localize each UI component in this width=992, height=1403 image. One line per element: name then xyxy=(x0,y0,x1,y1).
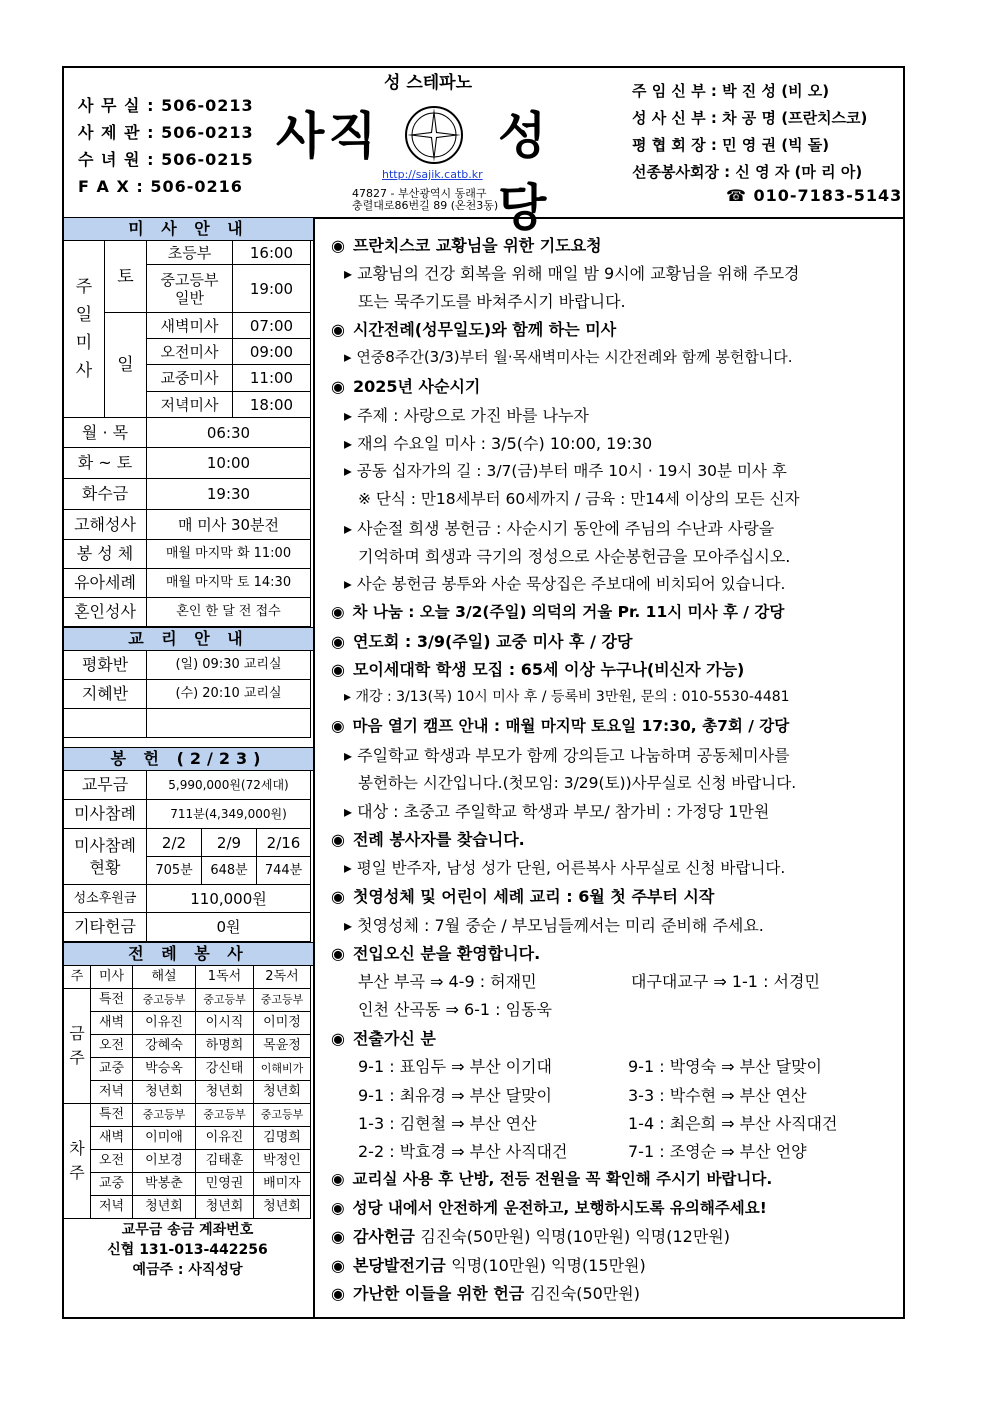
sacrament-label: 혼인성사 xyxy=(64,598,147,627)
parish-url-link[interactable]: http://sajik.catb.kr xyxy=(382,168,483,181)
arrow-icon: ▸ xyxy=(344,348,352,366)
arrow-icon: ▸ xyxy=(344,434,353,453)
weekday-label: 월 · 목 xyxy=(64,418,147,448)
transfer-out-item: 9-1 : 박영숙 ⇒ 부산 달맞이 xyxy=(628,1057,823,1076)
transfer-out-item: 1-4 : 최은희 ⇒ 부산 사직대건 xyxy=(628,1114,838,1133)
notice-item: 봉헌하는 시간입니다.(첫모임: 3/29(토))사무실로 신청 바랍니다. xyxy=(358,774,797,792)
notice-title: ◉ 성당 내에서 안전하게 운전하고, 보행하시도록 유의해주세요! xyxy=(331,1199,767,1217)
contact-office: 사 무 실 : 506-0213 xyxy=(78,96,254,115)
offering-section-title: 봉 헌 (2/23) xyxy=(64,747,313,771)
liturgy-server-name: 이보경 xyxy=(133,1150,196,1173)
notice-title: ◉ 감사헌금 김진숙(50만원) 익명(10만원) 익명(12만원) xyxy=(331,1227,731,1246)
offering-value: 0원 xyxy=(147,913,311,942)
weekday-time: 10:00 xyxy=(147,448,311,479)
attendance-count: 744분 xyxy=(257,857,311,885)
sacrament-info: 매월 마지막 화 11:00 xyxy=(147,540,311,569)
bullet-icon: ◉ xyxy=(331,660,345,679)
mass-name: 오전미사 xyxy=(147,339,233,365)
account-holder: 예금주 : 사직성당 xyxy=(132,1262,243,1278)
liturgy-server-name: 청년회 xyxy=(133,1081,196,1104)
arrow-icon: ▸ xyxy=(344,264,353,283)
liturgy-server-name: 이미애 xyxy=(133,1127,196,1150)
parish-address: 47827 - 부산광역시 동래구 충렬대로86번길 89 (온천3동) xyxy=(352,187,499,212)
liturgy-server-name: 중고등부 xyxy=(254,1104,311,1127)
sunday-mass-label: 주 일 미 사 xyxy=(64,241,105,418)
bulletin-page xyxy=(62,66,905,1319)
liturgy-server-name: 박승옥 xyxy=(133,1058,196,1081)
notice-title: ◉ 시간전례(성무일도)와 함께 하는 미사 xyxy=(331,320,617,339)
liturgy-server-name: 이해비가 xyxy=(254,1058,311,1081)
transfer-out-item: 3-3 : 박수현 ⇒ 부산 연산 xyxy=(628,1086,807,1105)
liturgy-mass-name: 새벽 xyxy=(91,1127,133,1150)
attendance-date: 2/16 xyxy=(257,829,311,857)
liturgy-header-cell: 1독서 xyxy=(196,966,254,989)
liturgy-server-name: 박봉춘 xyxy=(133,1173,196,1196)
title-left: 사직 xyxy=(276,107,381,165)
liturgy-server-name: 중고등부 xyxy=(196,1104,254,1127)
liturgy-week-label: 금 주 xyxy=(64,989,91,1104)
notice-item: 또는 묵주기도를 바쳐주시기 바랍니다. xyxy=(358,292,626,311)
transfer-in-item: 대구대교구 ⇒ 1-1 : 서경민 xyxy=(631,972,820,991)
liturgy-header-cell: 2독서 xyxy=(254,966,311,989)
notice-title: ◉ 교리실 사용 후 난방, 전등 전원을 꼭 확인해 주시기 바랍니다. xyxy=(331,1170,773,1188)
bullet-icon: ◉ xyxy=(331,830,345,849)
liturgy-mass-name: 특전 xyxy=(91,989,133,1012)
liturgy-header-cell: 해설 xyxy=(133,966,196,989)
liturgy-server-name: 강혜숙 xyxy=(133,1035,196,1058)
sacrament-info: 혼인 한 달 전 접수 xyxy=(147,598,311,627)
notice-item: ▸ 대상 : 초중고 주일학교 학생과 부모/ 참가비 : 가정당 1만원 xyxy=(344,802,770,821)
left-column xyxy=(64,217,315,1319)
liturgy-server-name: 이미정 xyxy=(254,1012,311,1035)
weekday-label: 화수금 xyxy=(64,479,147,510)
doctrine-class-info: (일) 09:30 교리실 xyxy=(147,651,311,680)
liturgy-mass-name: 저녁 xyxy=(91,1196,133,1219)
sacrament-label: 유아세례 xyxy=(64,569,147,598)
cross-emblem-icon xyxy=(401,102,467,168)
bullet-icon: ◉ xyxy=(331,717,345,735)
arrow-icon: ▸ xyxy=(344,519,353,538)
notice-title: ◉ 첫영성체 및 어린이 세례 교리 : 6월 첫 주부터 시작 xyxy=(331,887,715,906)
contact-convent: 수 녀 원 : 506-0215 xyxy=(78,150,254,169)
liturgy-server-name: 목윤정 xyxy=(254,1035,311,1058)
doctrine-class-info: (수) 20:10 교리실 xyxy=(147,680,311,709)
mass-section-title: 미 사 안 내 xyxy=(64,217,313,241)
doctrine-class-name: 평화반 xyxy=(64,651,147,680)
liturgy-server-name: 김태훈 xyxy=(196,1150,254,1173)
sacrament-info: 매월 마지막 토 14:30 xyxy=(147,569,311,598)
liturgy-server-name: 강신태 xyxy=(196,1058,254,1081)
arrow-icon: ▸ xyxy=(344,802,353,821)
notice-item: ▸ 공동 십자가의 길 : 3/7(금)부터 매주 10시 · 19시 30분 미사 후 xyxy=(344,462,787,480)
staff-list xyxy=(632,78,867,186)
mass-time: 19:00 xyxy=(233,265,311,313)
transfer-out-item: 1-3 : 김현철 ⇒ 부산 연산 xyxy=(358,1114,537,1133)
notice-title: ◉ 전례 봉사자를 찾습니다. xyxy=(331,830,525,849)
liturgy-section-title: 전 례 봉 사 xyxy=(64,942,313,966)
staff-pastor: 주 임 신 부 : 박 진 성 (비 오) xyxy=(632,82,830,100)
liturgy-server-name: 청년회 xyxy=(133,1196,196,1219)
arrow-icon: ▸ xyxy=(344,746,353,765)
notice-title: ◉ 2025년 사순시기 xyxy=(331,377,481,396)
bullet-icon: ◉ xyxy=(331,236,345,255)
staff-funeral: 선종봉사회장 : 신 영 자 (마 리 아) xyxy=(632,163,863,181)
sacrament-label: 봉 성 체 xyxy=(64,540,147,569)
account-number: 신협 131-013-442256 xyxy=(107,1242,268,1258)
mass-time: 16:00 xyxy=(233,241,311,265)
arrow-icon: ▸ xyxy=(344,689,352,705)
arrow-icon: ▸ xyxy=(344,406,353,425)
notice-title: ◉ 차 나눔 : 오늘 3/2(주일) 의덕의 거울 Pr. 11시 미사 후 / 강당 xyxy=(331,603,785,621)
weekday-time: 06:30 xyxy=(147,418,311,448)
notice-title: ◉ 프란치스코 교황님을 위한 기도요청 xyxy=(331,236,602,255)
notice-item: ▸ 연중8주간(3/3)부터 월·목새벽미사는 시간전례와 함께 봉헌합니다. xyxy=(344,348,793,366)
offering-label: 기타헌금 xyxy=(64,913,147,942)
liturgy-server-name: 청년회 xyxy=(254,1081,311,1104)
transfer-in-item: 부산 부곡 ⇒ 4-9 : 허재민 xyxy=(358,972,537,991)
bullet-icon: ◉ xyxy=(331,632,345,651)
notice-title: ◉ 전출가신 분 xyxy=(331,1029,436,1048)
offering-value: 110,000원 xyxy=(147,885,311,913)
liturgy-server-name: 이유진 xyxy=(196,1127,254,1150)
offering-label: 교무금 xyxy=(64,771,147,800)
notice-title: ◉ 가난한 이들을 위한 헌금 김진숙(50만원) xyxy=(331,1284,640,1303)
bullet-icon: ◉ xyxy=(331,1170,345,1188)
mass-name: 새벽미사 xyxy=(147,313,233,339)
transfer-out-item: 2-2 : 박효경 ⇒ 부산 사직대건 xyxy=(358,1142,568,1161)
offering-value: 711분(4,349,000원) xyxy=(147,800,311,829)
liturgy-server-name: 청년회 xyxy=(196,1081,254,1104)
mass-time: 11:00 xyxy=(233,365,311,392)
bullet-icon: ◉ xyxy=(331,1199,345,1217)
notice-title: ◉ 연도회 : 3/9(주일) 교중 미사 후 / 강당 xyxy=(331,632,633,651)
liturgy-server-name: 중고등부 xyxy=(133,989,196,1012)
staff-council: 평 협 회 장 : 민 영 권 (빅 돌) xyxy=(632,136,830,154)
notice-title: ◉ 전입오신 분을 환영합니다. xyxy=(331,944,541,963)
liturgy-server-name: 청년회 xyxy=(254,1196,311,1219)
liturgy-week-label: 차 주 xyxy=(64,1104,91,1219)
liturgy-server-name: 박정인 xyxy=(254,1150,311,1173)
mass-name: 교중미사 xyxy=(147,365,233,392)
doctrine-section-title: 교 리 안 내 xyxy=(64,627,313,651)
notice-title: ◉ 모이세대학 학생 모집 : 65세 이상 누구나(비신자 가능) xyxy=(331,660,745,679)
liturgy-header-cell: 주 xyxy=(64,966,91,989)
liturgy-server-name: 하명희 xyxy=(196,1035,254,1058)
bullet-icon: ◉ xyxy=(331,1256,345,1275)
sacrament-label: 고해성사 xyxy=(64,510,147,540)
offering-label: 성소후원금 xyxy=(64,885,147,913)
attendance-count: 705분 xyxy=(147,857,202,885)
notice-item: ▸ 사순 봉헌금 봉투와 사순 묵상집은 주보대에 비치되어 있습니다. xyxy=(344,575,786,593)
liturgy-mass-name: 오전 xyxy=(91,1150,133,1173)
liturgy-server-name: 김명희 xyxy=(254,1127,311,1150)
bullet-icon: ◉ xyxy=(331,944,345,963)
liturgy-server-name: 이유진 xyxy=(133,1012,196,1035)
weekday-label: 화 ~ 토 xyxy=(64,448,147,479)
mass-time: 07:00 xyxy=(233,313,311,339)
notice-item: ※ 단식 : 만18세부터 60세까지 / 금육 : 만14세 이상의 모든 신자 xyxy=(358,490,800,508)
arrow-icon: ▸ xyxy=(344,575,352,593)
liturgy-mass-name: 교중 xyxy=(91,1058,133,1081)
liturgy-server-name: 중고등부 xyxy=(196,989,254,1012)
notice-title: ◉ 마음 열기 캠프 안내 : 매월 마지막 토요일 17:30, 총7회 / 강당 xyxy=(331,717,790,735)
notice-item: ▸ 주일학교 학생과 부모가 함께 강의듣고 나눔하며 공동체미사를 xyxy=(344,746,790,765)
liturgy-mass-name: 특전 xyxy=(91,1104,133,1127)
offering-value: 5,990,000원(72세대) xyxy=(147,771,311,800)
notice-item: 기억하며 희생과 극기의 정성으로 사순봉헌금을 모아주십시오. xyxy=(358,547,791,566)
notice-item: ▸ 사순절 희생 봉헌금 : 사순시기 동안에 주님의 수난과 사랑을 xyxy=(344,519,775,538)
bullet-icon: ◉ xyxy=(331,603,345,621)
notice-item: ▸ 주제 : 사랑으로 가진 바를 나누자 xyxy=(344,406,589,425)
doctrine-class-info xyxy=(147,709,311,738)
bullet-icon: ◉ xyxy=(331,320,345,339)
liturgy-mass-name: 새벽 xyxy=(91,1012,133,1035)
notice-item: ▸ 평일 반주자, 남성 성가 단원, 어른복사 사무실로 신청 바랍니다. xyxy=(344,859,786,877)
attendance-label: 미사참례 현황 xyxy=(64,829,147,885)
notice-item: ▸ 첫영성체 : 7월 중순 / 부모님들께서는 미리 준비해 주세요. xyxy=(344,916,764,935)
notice-item: ▸ 교황님의 건강 회복을 위해 매일 밤 9시에 교황님을 위해 주모경 xyxy=(344,264,800,283)
parish-subtitle: 성 스테파노 xyxy=(384,73,473,93)
mass-time: 09:00 xyxy=(233,339,311,365)
attendance-count: 648분 xyxy=(202,857,257,885)
bullet-icon: ◉ xyxy=(331,1284,345,1303)
arrow-icon: ▸ xyxy=(344,462,352,480)
bullet-icon: ◉ xyxy=(331,1227,345,1246)
bullet-icon: ◉ xyxy=(331,1029,345,1048)
transfer-out-item: 7-1 : 조영순 ⇒ 부산 언양 xyxy=(628,1142,807,1161)
title-right: 성당 xyxy=(498,107,551,237)
attendance-date: 2/2 xyxy=(147,829,202,857)
sunday-label: 일 xyxy=(105,313,147,418)
liturgy-server-name: 중고등부 xyxy=(133,1104,196,1127)
notice-item: ▸ 재의 수요일 미사 : 3/5(수) 10:00, 19:30 xyxy=(344,434,653,453)
liturgy-mass-name: 오전 xyxy=(91,1035,133,1058)
contact-list xyxy=(78,92,254,200)
liturgy-server-name: 민영권 xyxy=(196,1173,254,1196)
doctrine-class-name xyxy=(64,709,147,738)
weekday-time: 19:30 xyxy=(147,479,311,510)
mass-name: 중고등부 일반 xyxy=(147,265,233,313)
mass-name: 초등부 xyxy=(147,241,233,265)
liturgy-server-name: 이시직 xyxy=(196,1012,254,1035)
transfer-out-item: 9-1 : 표임두 ⇒ 부산 이기대 xyxy=(358,1057,553,1076)
doctrine-class-name: 지혜반 xyxy=(64,680,147,709)
contact-rectory: 사 제 관 : 506-0213 xyxy=(78,123,254,142)
liturgy-server-name: 청년회 xyxy=(196,1196,254,1219)
notice-title: ◉ 본당발전기금 익명(10만원) 익명(15만원) xyxy=(331,1256,646,1275)
liturgy-header-cell: 미사 xyxy=(91,966,133,989)
mass-name: 저녁미사 xyxy=(147,392,233,418)
attendance-date: 2/9 xyxy=(202,829,257,857)
phone-number: ☎ 010-7183-5143 xyxy=(726,186,903,205)
liturgy-server-name: 중고등부 xyxy=(254,989,311,1012)
liturgy-mass-name: 교중 xyxy=(91,1173,133,1196)
sacrament-info: 매 미사 30분전 xyxy=(147,510,311,540)
arrow-icon: ▸ xyxy=(344,859,352,877)
liturgy-server-name: 배미자 xyxy=(254,1173,311,1196)
transfer-out-item: 9-1 : 최유경 ⇒ 부산 달맞이 xyxy=(358,1086,553,1105)
notice-item: ▸ 개강 : 3/13(목) 10시 미사 후 / 등록비 3만원, 문의 : 010-5530-4481 xyxy=(344,689,790,705)
contact-fax: F A X : 506-0216 xyxy=(78,177,243,196)
account-title: 교무금 송금 계좌번호 xyxy=(121,1222,254,1238)
bullet-icon: ◉ xyxy=(331,377,345,396)
account-info xyxy=(64,1220,311,1280)
staff-assistant: 성 사 신 부 : 차 공 명 (프란치스코) xyxy=(632,109,868,127)
mass-time: 18:00 xyxy=(233,392,311,418)
bullet-icon: ◉ xyxy=(331,887,345,906)
liturgy-mass-name: 저녁 xyxy=(91,1081,133,1104)
transfer-in-item: 인천 산곡동 ⇒ 6-1 : 임동욱 xyxy=(358,1000,553,1019)
arrow-icon: ▸ xyxy=(344,916,353,935)
offering-label: 미사참례 xyxy=(64,800,147,829)
saturday-label: 토 xyxy=(105,241,147,313)
